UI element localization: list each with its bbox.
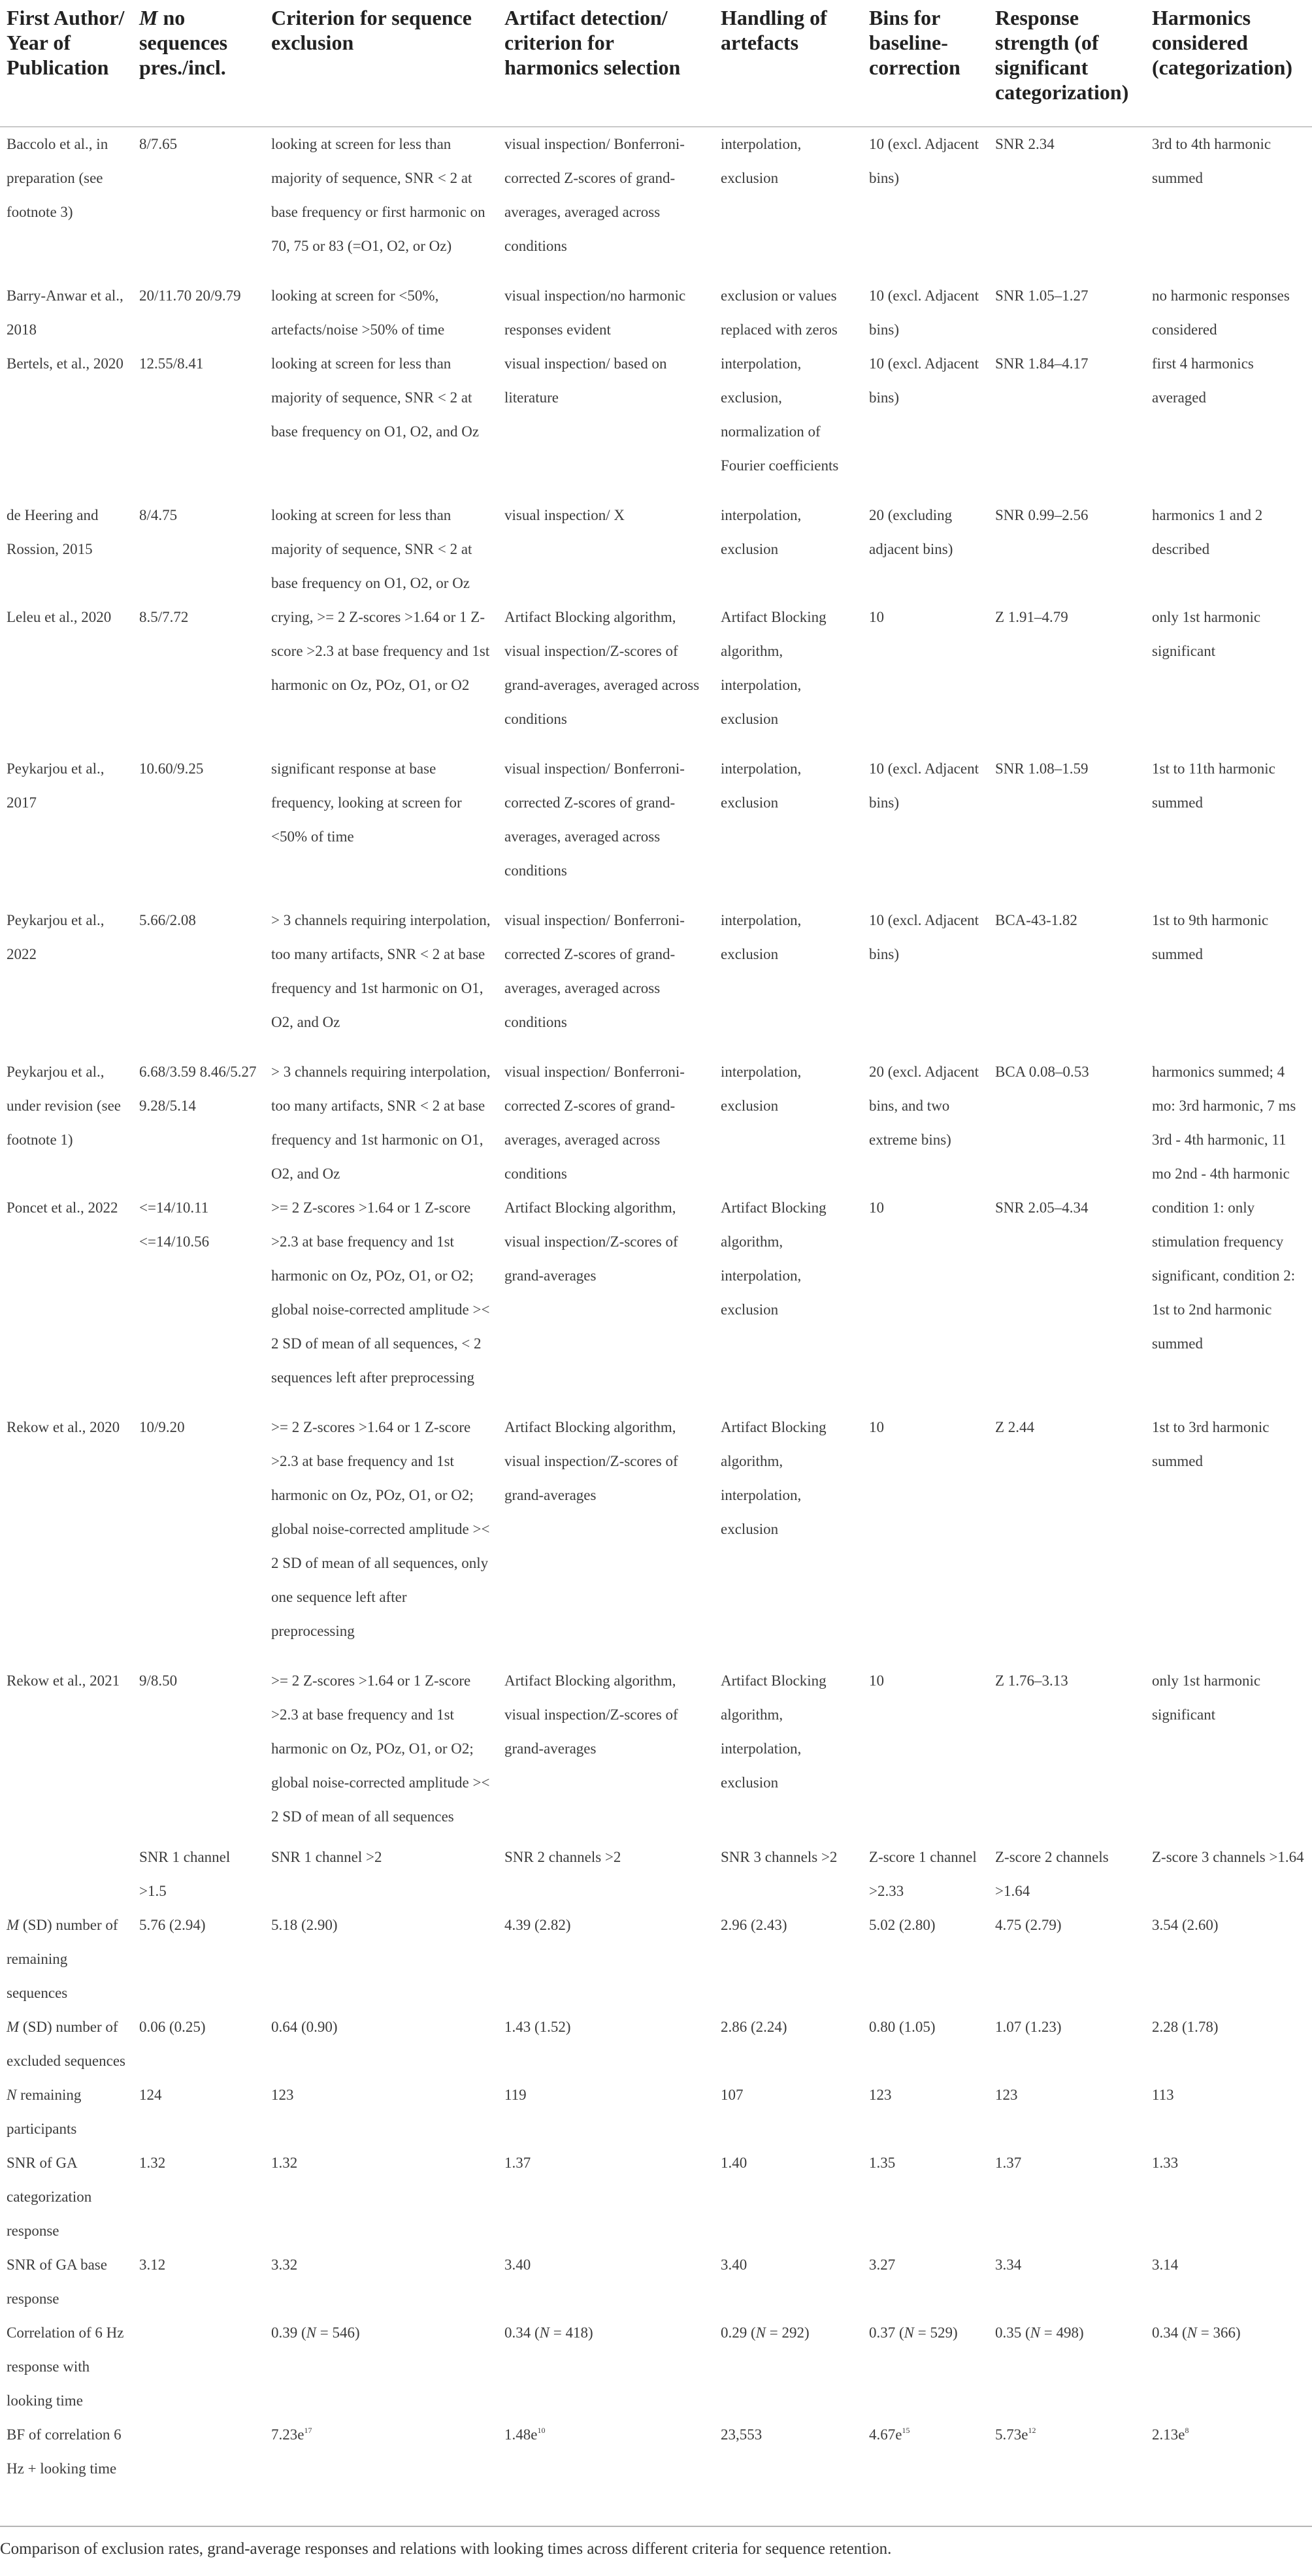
cell-author[interactable]: Peykarjou et al., 2017 (7, 760, 105, 811)
cell-handling: Artifact Blocking algorithm, interpolation, exclusion (721, 1419, 827, 1537)
bayes-factor-value: $7.23e^{17}$ (271, 2426, 312, 2443)
summary-value: 1.35 (869, 2155, 896, 2171)
cell-handling: interpolation, exclusion (721, 760, 802, 811)
cell-bins: 10 (excl. Adjacent bins) (869, 355, 979, 406)
cell-bins: 20 (excluding adjacent bins) (869, 507, 953, 557)
cell-harmonics: condition 1: only stimulation frequency significant, condition 2: 1st to 2nd harmonic summed (1152, 1199, 1296, 1352)
cell-author: Baccolo et al., in preparation (see footnote 3) (7, 136, 108, 220)
cell-criterion: >= 2 Z-scores >1.64 or 1 Z-score >2.3 at base frequency and 1st harmonic on Oz, POz, O1, or O2; global noise-corrected amplitude >< 2 SD of mean of all sequences, < 2 sequences left after preprocessing (271, 1199, 490, 1386)
cell-bins: 10 (869, 1199, 884, 1216)
cell-harmonics: no harmonic responses considered (1152, 287, 1290, 338)
table-row (0, 1664, 1312, 1834)
bayes-factor-label: BF of correlation 6 Hz + looking time (7, 2426, 122, 2477)
cell-criterion: looking at screen for less than majority of sequence, SNR < 2 at base frequency or first harmonic on 70, 75 or 83 (=O1, O2, or Oz) (271, 136, 485, 254)
cell-handling: interpolation, exclusion (721, 507, 802, 557)
correlation-label: Correlation of 6 Hz response with looking time (7, 2324, 124, 2409)
criteria-cell: Z-score 1 channel >2.33 (869, 1849, 977, 1899)
cell-harmonics: 1st to 11th harmonic summed (1152, 760, 1275, 811)
cell-handling: Artifact Blocking algorithm, interpolation, exclusion (721, 609, 827, 727)
summary-value: 0.80 (1.05) (869, 2019, 936, 2035)
summary-row (0, 2078, 1312, 2146)
cell-sequences: 8.5/7.72 (139, 609, 189, 625)
summary-value: 1.37 (995, 2155, 1022, 2171)
cell-sequences: 10/9.20 (139, 1419, 185, 1435)
bayes-factor-row (0, 2418, 1312, 2486)
cell-harmonics: 1st to 3rd harmonic summed (1152, 1419, 1270, 1469)
cell-response: SNR 1.08–1.59 (995, 760, 1089, 777)
column-header: Harmonics considered (categorization) (1145, 0, 1312, 127)
cell-sequences: 10.60/9.25 (139, 760, 204, 777)
summary-value: 3.27 (869, 2257, 896, 2273)
table-header-row (0, 0, 1312, 127)
summary-value: 5.02 (2.80) (869, 1917, 936, 1933)
cell-handling: interpolation, exclusion, normalization of Fourier coefficients (721, 355, 839, 474)
cell-author[interactable]: Bertels, et al., 2020 (7, 355, 123, 372)
cell-artifact: Artifact Blocking algorithm, visual inspection/Z-scores of grand-averages (504, 1419, 678, 1503)
summary-label: M (SD) number of remaining sequences (7, 1917, 118, 2001)
summary-value: 4.75 (2.79) (995, 1917, 1062, 1933)
summary-value: 3.40 (721, 2257, 747, 2273)
cell-handling: exclusion or values replaced with zeros (721, 287, 838, 338)
table-row (0, 1191, 1312, 1410)
cell-sequences: 5.66/2.08 (139, 912, 196, 928)
cell-response: SNR 0.99–2.56 (995, 507, 1089, 523)
summary-value: 2.86 (2.24) (721, 2019, 787, 2035)
criteria-cell (0, 1834, 133, 1908)
correlation-value: 0.37 (N = 529) (869, 2324, 958, 2341)
summary-label: SNR of GA categorization response (7, 2155, 92, 2239)
cell-bins: 10 (869, 609, 884, 625)
summary-value: 1.37 (504, 2155, 531, 2171)
summary-value: 5.18 (2.90) (271, 1917, 338, 1933)
cell-artifact: Artifact Blocking algorithm, visual inspection/Z-scores of grand-averages, averaged across conditions (504, 609, 700, 727)
cell-artifact: Artifact Blocking algorithm, visual inspection/Z-scores of grand-averages (504, 1199, 678, 1284)
column-header: Artifact detection/ criterion for harmonics selection (498, 0, 714, 127)
cell-response: BCA 0.08–0.53 (995, 1064, 1089, 1080)
correlation-value: 0.34 (N = 418) (504, 2324, 593, 2341)
summary-row (0, 2010, 1312, 2078)
cell-criterion: > 3 channels requiring interpolation, too many artifacts, SNR < 2 at base frequency and 1st harmonic on O1, O2, and Oz (271, 912, 491, 1030)
cell-handling: interpolation, exclusion (721, 912, 802, 962)
summary-value: 5.76 (2.94) (139, 1917, 206, 1933)
cell-criterion: significant response at base frequency, looking at screen for <50% of time (271, 760, 462, 845)
cell-criterion: looking at screen for <50%, artefacts/noise >50% of time (271, 287, 445, 338)
table-row (0, 904, 1312, 1055)
summary-row (0, 2146, 1312, 2248)
bayes-factor-value (133, 2418, 265, 2486)
cell-response: SNR 2.34 (995, 136, 1055, 152)
summary-label: M (SD) number of excluded sequences (7, 2019, 126, 2069)
cell-handling: Artifact Blocking algorithm, interpolation, exclusion (721, 1672, 827, 1791)
table-row (0, 127, 1312, 279)
cell-criterion: looking at screen for less than majority of sequence, SNR < 2 at base frequency on O1, O2, and Oz (271, 355, 480, 440)
cell-sequences: 8/7.65 (139, 136, 178, 152)
summary-value: 123 (271, 2087, 294, 2103)
cell-author: Peykarjou et al., under revision (see footnote 1) (7, 1064, 121, 1148)
cell-harmonics: harmonics summed; 4 mo: 3rd harmonic, 7 ms 3rd - 4th harmonic, 11 mo 2nd - 4th harmonic (1152, 1064, 1296, 1182)
column-header: Bins for baseline-correction (862, 0, 989, 127)
bayes-factor-value: 23,553 (721, 2426, 763, 2443)
cell-criterion: >= 2 Z-scores >1.64 or 1 Z-score >2.3 at base frequency and 1st harmonic on Oz, POz, O1, or O2; global noise-corrected amplitude >< 2 SD of mean of all sequences (271, 1672, 490, 1825)
cell-harmonics: only 1st harmonic significant (1152, 1672, 1261, 1723)
summary-value: 1.32 (271, 2155, 298, 2171)
summary-label: N remaining participants (7, 2087, 82, 2137)
summary-value: 3.14 (1152, 2257, 1179, 2273)
cell-handling: interpolation, exclusion (721, 1064, 802, 1114)
cell-sequences: 9/8.50 (139, 1672, 178, 1689)
cell-response: BCA-43-1.82 (995, 912, 1077, 928)
cell-harmonics: harmonics 1 and 2 described (1152, 507, 1263, 557)
summary-value: 113 (1152, 2087, 1174, 2103)
cell-criterion: looking at screen for less than majority of sequence, SNR < 2 at base frequency on O1, O2, or Oz (271, 507, 472, 591)
summary-value: 2.96 (2.43) (721, 1917, 787, 1933)
cell-author[interactable]: Rekow et al., 2020 (7, 1419, 120, 1435)
cell-harmonics: 1st to 9th harmonic summed (1152, 912, 1269, 962)
cell-criterion: >= 2 Z-scores >1.64 or 1 Z-score >2.3 at base frequency and 1st harmonic on Oz, POz, O1, or O2; global noise-corrected amplitude >< 2 SD of mean of all sequences, only one sequence left after preprocessing (271, 1419, 490, 1639)
summary-value: 3.54 (2.60) (1152, 1917, 1219, 1933)
column-header: M no sequences pres./incl. (133, 0, 265, 127)
cell-artifact: visual inspection/ X (504, 507, 625, 523)
cell-response: SNR 1.05–1.27 (995, 287, 1089, 304)
correlation-value: 0.34 (N = 366) (1152, 2324, 1241, 2341)
cell-handling: Artifact Blocking algorithm, interpolation, exclusion (721, 1199, 827, 1318)
correlation-row (0, 2316, 1312, 2418)
cell-bins: 10 (excl. Adjacent bins) (869, 912, 979, 962)
summary-value: 124 (139, 2087, 162, 2103)
cell-bins: 10 (excl. Adjacent bins) (869, 287, 979, 338)
table-row (0, 752, 1312, 904)
cell-sequences: 12.55/8.41 (139, 355, 204, 372)
summary-value: 3.32 (271, 2257, 298, 2273)
summary-value: 2.28 (1.78) (1152, 2019, 1219, 2035)
cell-harmonics: only 1st harmonic significant (1152, 609, 1261, 659)
table-body (0, 127, 1312, 2486)
cell-sequences: 8/4.75 (139, 507, 178, 523)
cell-sequences: <=14/10.11 <=14/10.56 (139, 1199, 210, 1250)
cell-response: Z 1.91–4.79 (995, 609, 1068, 625)
summary-label: SNR of GA base response (7, 2257, 107, 2307)
cell-bins: 10 (869, 1419, 884, 1435)
summary-row (0, 1908, 1312, 2010)
cell-criterion: > 3 channels requiring interpolation, too many artifacts, SNR < 2 at base frequency and 1st harmonic on O1, O2, and Oz (271, 1064, 491, 1182)
table-row (0, 498, 1312, 600)
correlation-value (133, 2316, 265, 2418)
summary-value: 3.40 (504, 2257, 531, 2273)
table-caption: Comparison of exclusion rates, grand-average responses and relations with looking times across different criteria for sequence retention. (0, 2526, 1312, 2562)
summary-value: 123 (869, 2087, 892, 2103)
table-row (0, 347, 1312, 498)
criteria-cell: Z-score 3 channels >1.64 (1152, 1849, 1304, 1865)
summary-value: 1.43 (1.52) (504, 2019, 571, 2035)
column-header: Handling of artefacts (714, 0, 862, 127)
cell-artifact: visual inspection/ Bonferroni-corrected Z-scores of grand-averages, averaged across conditions (504, 760, 685, 879)
cell-bins: 10 (869, 1672, 884, 1689)
summary-value: 107 (721, 2087, 744, 2103)
summary-value: 119 (504, 2087, 527, 2103)
table-row (0, 279, 1312, 347)
criteria-cell: SNR 1 channel >1.5 (139, 1849, 231, 1899)
correlation-value: 0.29 (N = 292) (721, 2324, 810, 2341)
cell-author[interactable]: de Heering and Rossion, 2015 (7, 507, 99, 557)
table-row (0, 600, 1312, 752)
column-header: First Author/ Year of Publication (0, 0, 133, 127)
cell-response: Z 1.76–3.13 (995, 1672, 1068, 1689)
cell-artifact: visual inspection/ Bonferroni-corrected Z-scores of grand-averages, averaged across conditions (504, 912, 685, 1030)
criteria-cell: SNR 3 channels >2 (721, 1849, 838, 1865)
cell-bins: 20 (excl. Adjacent bins, and two extreme bins) (869, 1064, 979, 1148)
cell-criterion: crying, >= 2 Z-scores >1.64 or 1 Z-score >2.3 at base frequency and 1st harmonic on Oz, POz, O1, or O2 (271, 609, 490, 693)
criteria-cell: Z-score 2 channels >1.64 (995, 1849, 1109, 1899)
cell-author[interactable]: Peykarjou et al., 2022 (7, 912, 105, 962)
column-header: Response strength (of significant categorization) (989, 0, 1145, 127)
correlation-value: 0.39 (N = 546) (271, 2324, 360, 2341)
cell-author[interactable]: Leleu et al., 2020 (7, 609, 112, 625)
cell-artifact: visual inspection/ based on literature (504, 355, 667, 406)
summary-value: 1.33 (1152, 2155, 1179, 2171)
cell-response: SNR 1.84–4.17 (995, 355, 1089, 372)
cell-response: SNR 2.05–4.34 (995, 1199, 1089, 1216)
cell-artifact: visual inspection/no harmonic responses evident (504, 287, 686, 338)
criteria-cell: SNR 2 channels >2 (504, 1849, 621, 1865)
cell-harmonics: first 4 harmonics averaged (1152, 355, 1254, 406)
summary-value: 4.39 (2.82) (504, 1917, 571, 1933)
cell-author[interactable]: Poncet et al., 2022 (7, 1199, 118, 1216)
cell-artifact: visual inspection/ Bonferroni-corrected Z-scores of grand-averages, averaged across conditions (504, 136, 685, 254)
summary-value: 0.64 (0.90) (271, 2019, 338, 2035)
cell-response: Z 2.44 (995, 1419, 1035, 1435)
cell-bins: 10 (excl. Adjacent bins) (869, 760, 979, 811)
summary-value: 3.12 (139, 2257, 166, 2273)
bayes-factor-value: $5.73e^{12}$ (995, 2426, 1036, 2443)
summary-value: 1.32 (139, 2155, 166, 2171)
cell-author[interactable]: Barry-Anwar et al., 2018 (7, 287, 123, 338)
cell-author[interactable]: Rekow et al., 2021 (7, 1672, 120, 1689)
summary-value: 1.07 (1.23) (995, 2019, 1062, 2035)
summary-row (0, 2248, 1312, 2316)
table-row (0, 1410, 1312, 1664)
column-header: Criterion for sequence exclusion (265, 0, 498, 127)
summary-value: 1.40 (721, 2155, 747, 2171)
correlation-value: 0.35 (N = 498) (995, 2324, 1084, 2341)
criteria-cell: SNR 1 channel >2 (271, 1849, 382, 1865)
cell-bins: 10 (excl. Adjacent bins) (869, 136, 979, 186)
cell-handling: interpolation, exclusion (721, 136, 802, 186)
summary-value: 0.06 (0.25) (139, 2019, 206, 2035)
cell-harmonics: 3rd to 4th harmonic summed (1152, 136, 1271, 186)
cell-artifact: Artifact Blocking algorithm, visual inspection/Z-scores of grand-averages (504, 1672, 678, 1757)
summary-value: 123 (995, 2087, 1018, 2103)
cell-sequences: 20/11.70 20/9.79 (139, 287, 241, 304)
bayes-factor-value: $1.48e^{10}$ (504, 2426, 546, 2443)
bayes-factor-value: $4.67e^{15}$ (869, 2426, 910, 2443)
bayes-factor-value: $2.13e^8$ (1152, 2426, 1189, 2443)
cell-sequences: 6.68/3.59 8.46/5.27 9.28/5.14 (139, 1064, 257, 1114)
summary-value: 3.34 (995, 2257, 1022, 2273)
cell-artifact: visual inspection/ Bonferroni-corrected Z-scores of grand-averages, averaged across conditions (504, 1064, 685, 1182)
table-row (0, 1055, 1312, 1191)
criteria-row (0, 1834, 1312, 1908)
